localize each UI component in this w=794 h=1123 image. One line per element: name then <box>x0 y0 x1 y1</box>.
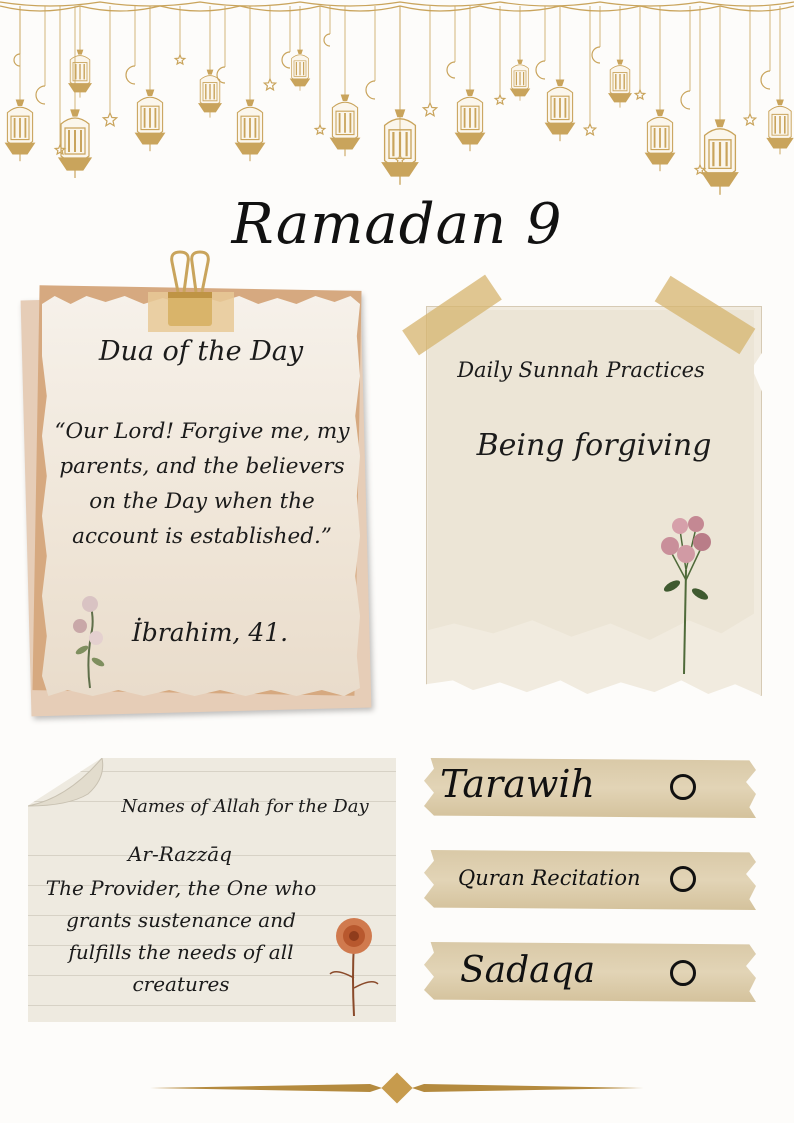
crescent-icon <box>324 34 330 46</box>
crescent-icon <box>592 47 600 63</box>
names-heading: Names of Allah for the Day <box>121 796 369 817</box>
ornamental-divider <box>150 1072 644 1104</box>
lantern-icon <box>767 100 793 154</box>
crescent-icon <box>366 81 375 99</box>
crescent-icon <box>282 52 290 68</box>
lantern-icon <box>236 100 265 161</box>
lantern-icon <box>510 60 529 101</box>
checklist-label-quran: Quran Recitation <box>458 866 641 890</box>
crescent-icon <box>14 54 20 66</box>
crescent-icon <box>36 86 45 104</box>
star-icon <box>495 95 505 104</box>
crescent-icon <box>447 62 455 78</box>
crescent-icon <box>681 91 690 109</box>
checklist-label-tarawih: Tarawih <box>440 762 596 806</box>
paper-clip-icon <box>162 248 218 334</box>
star-icon <box>175 55 185 64</box>
lantern-icon <box>136 90 165 151</box>
crescent-icon <box>126 66 135 84</box>
sunnah-heading: Daily Sunnah Practices <box>457 358 705 382</box>
rose-bouquet-icon <box>650 510 720 676</box>
lantern-icon <box>6 100 35 161</box>
dua-text: “Our Lord! Forgive me, my parents, and the believers on the Day when the account is established.” <box>54 419 350 549</box>
lantern-icon <box>702 120 737 195</box>
tarawih-checkbox[interactable] <box>670 774 696 800</box>
names-meaning: The Provider, the One who grants sustenance and fulfills the needs of all creatures <box>45 876 317 996</box>
star-icon <box>635 90 645 99</box>
sadaqa-checkbox[interactable] <box>670 960 696 986</box>
lantern-icon <box>646 110 675 171</box>
star-icon <box>103 113 116 126</box>
lantern-icon <box>59 110 91 178</box>
dua-heading: Dua of the Day <box>98 336 304 367</box>
star-icon <box>584 124 595 135</box>
lantern-icon <box>456 90 485 151</box>
star-icon <box>744 114 755 125</box>
crescent-icon <box>536 61 545 79</box>
lantern-icon <box>609 60 631 108</box>
star-icon <box>315 125 325 134</box>
dua-reference: İbrahim, 41. <box>131 618 289 647</box>
crescent-icon <box>761 71 770 89</box>
lantern-icon <box>69 50 91 98</box>
lantern-icon <box>331 95 360 156</box>
lantern-icon <box>290 50 309 91</box>
star-icon <box>423 103 436 116</box>
lantern-icon <box>546 80 575 141</box>
sunnah-practice: Being forgiving <box>476 428 712 463</box>
checklist-label-sadaqa: Sadaqa <box>460 950 596 991</box>
quran-checkbox[interactable] <box>670 866 696 892</box>
names-name: Ar-Razzāq <box>127 842 232 866</box>
flower-icon-orange <box>322 908 386 1018</box>
flower-icon <box>64 590 114 690</box>
star-icon <box>264 79 275 90</box>
page-title: Ramadan 9 <box>231 192 563 257</box>
